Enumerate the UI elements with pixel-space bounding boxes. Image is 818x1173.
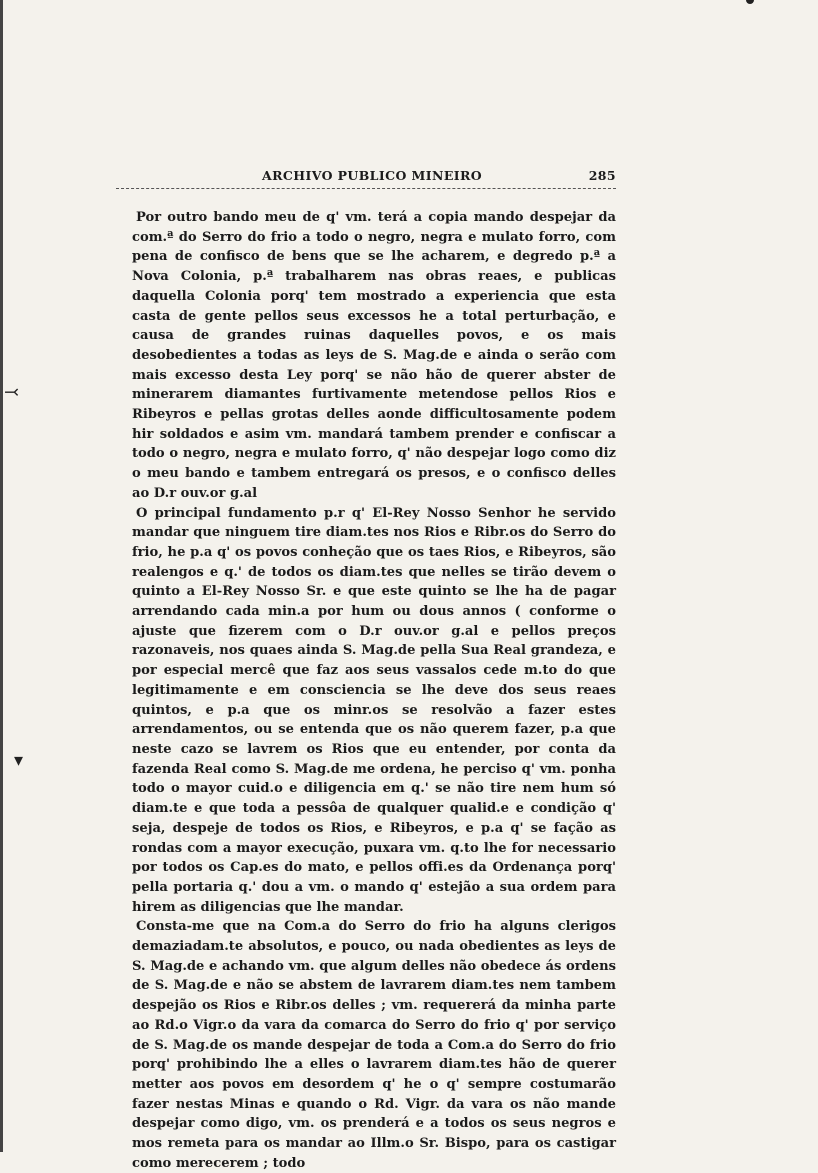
paragraph: Por outro bando meu de q' vm. terá a copia mando despejar da com.ª do Serro do frio a todo o negro, negra e mulato forro, com pena de confisco de bens que se lhe acharem, e degredo p.ª a Nova Colonia, p.ª trabalharem nas obras reaes, e publicas daquella Colonia porq' tem mostrado a experiencia que esta casta de gente pellos seus excessos he a total perturbação, e causa de grandes ruinas daquelles povos, e os mais desobedientes a todas as leys de S. Mag.de e ainda o serão com mais excesso desta Ley porq' se não hão de querer abster de minerarem diamantes furtivamente metendose pellos Rios e Ribeyros e pellas grotas delles aonde difficultosamente podem hir soldados e asim vm. mandará tambem prender e confiscar a todo o negro, negra e mulato forro, q' não despejar logo como diz o meu bando e tambem entregará os presos, e o confisco delles ao D.r ouv.or g.al [132,210,616,501]
paragraph: O principal fundamento p.r q' El-Rey Nosso Senhor he servido mandar que ninguem tire diam.tes nos Rios e Ribr.os do Serro do frio, he p.a q' os povos conheção que os taes Rios, e Ribeyros, são realengos e q.' de todos os diam.tes que nelles se tirão devem o quinto a El-Rey Nosso Sr. e que este quinto se lhe ha de pagar arrendando cada min.a por hum ou dous annos ( conforme o ajuste que fizerem com o D.r ouv.or g.al e pellos preços razonaveis, nos quaes ainda S. Mag.de pella Sua Real grandeza, e por especial mercê que faz aos seus vassalos cede m.to do que legitimamente e em consciencia se lhe deve dos seus reaes quintos, e p.a que os minr.os se resolvão a fazer estes arrendamentos, ou se entenda que os não querem fazer, p.a que neste cazo se lavrem os Rios que eu entender, por conta da fazenda Real como S. Mag.de me ordena, he perciso q' vm. ponha todo o mayor cuid.o e diligencia em q.' se não tire nem hum só diam.te e que toda a pessôa de qualquer qualid.e e condição q' seja, despeje de todos os Rios, e Ribeyros, e p.a q' se fação as rondas com a mayor execução, puxara vm. q.to lhe for necessario por todos os Cap.es do mato, e pellos offi.es da Ordenança porq' pella portaria q.' dou a vm. o mando q' estejão a sua ordem para hirem as diligencias que lhe mandar. [132,505,616,915]
header-rule [116,188,616,189]
running-title: ARCHIVO PUBLICO MINEIRO [262,168,483,183]
body-text [132,208,616,1173]
paragraph: Consta-me que na Com.a do Serro do frio ha alguns clerigos demaziadam.te absolutos, e pouco, ou nada obedientes as leys de S. Mag.de e achando vm. que algum delles não obedece ás ordens de S. Mag.de e não se abstem de lavrarem diam.tes nem tambem despejão os Rios e Ribr.os delles ; vm. requererá da minha parte ao Rd.o Vigr.o da vara da comarca do Serro do frio q' por serviço de S. Mag.de os mande despejar de toda a Com.a do Serro do frio porq' prohibindo lhe a elles o lavrarem diam.tes hão de querer metter aos povos em desordem q' he o q' sempre costumarão fazer nestas Minas e quando o Rd. Vigr. da vara os não mande despejar como digo, vm. os prenderá e a todos os seus negros e mos remeta para os mandar ao Illm.o Sr. Bispo, para os castigar como merecerem ; todo [132,919,616,1171]
page-binding-edge [0,0,3,1152]
margin-arrow-mark: ⤙ [4,382,20,403]
ink-spot [746,0,754,4]
page-number: 285 [588,168,616,183]
margin-pointer-mark: ▾ [14,750,24,771]
